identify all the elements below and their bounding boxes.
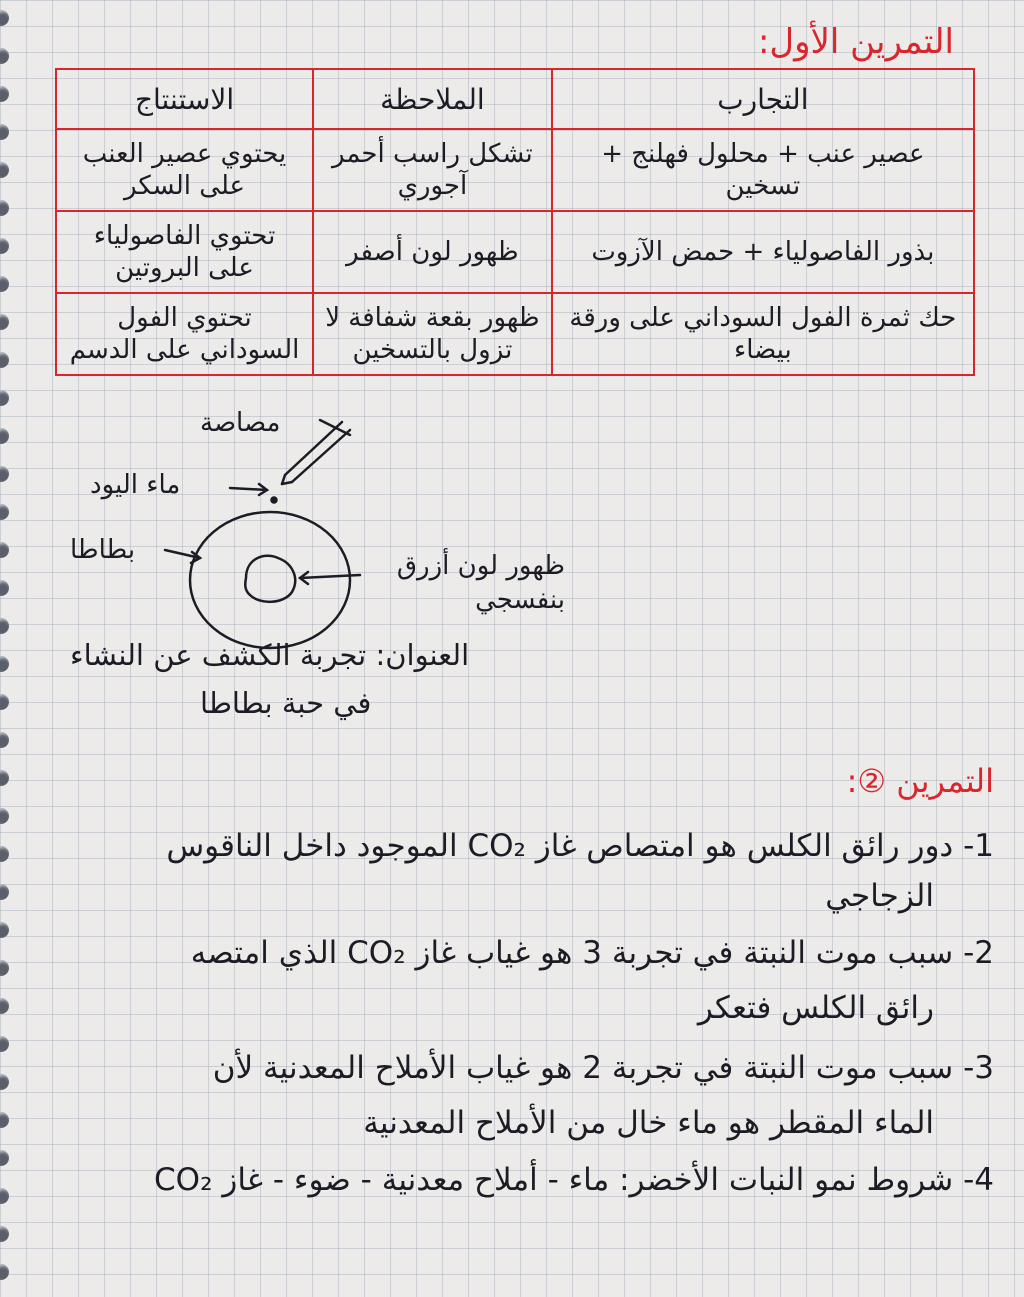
exercise2-title: التمرين ②: <box>846 762 994 800</box>
spiral-ring <box>0 808 9 824</box>
spiral-ring <box>0 1188 9 1204</box>
diagram-caption-line1: العنوان: تجربة الكشف عن النشاء <box>70 638 470 672</box>
notebook-spiral <box>0 0 14 1297</box>
header-conclusion: الاستنتاج <box>56 69 313 129</box>
stain-outline <box>245 556 295 602</box>
table-header-row <box>56 69 974 129</box>
table-row <box>56 293 974 375</box>
spiral-ring <box>0 466 9 482</box>
starch-test-diagram <box>60 400 580 730</box>
spiral-ring <box>0 1036 9 1052</box>
spiral-ring <box>0 922 9 938</box>
answer-line: 2- سبب موت النبتة في تجربة 3 هو غياب غاز CO₂ الذي امتصه <box>190 935 994 971</box>
spiral-ring <box>0 1112 9 1128</box>
cell-experiment: بذور الفاصولياء + حمض الآزوت <box>552 211 974 293</box>
header-experiments: التجارب <box>552 69 974 129</box>
spiral-ring <box>0 314 9 330</box>
pipette-label: مصاصة <box>200 408 281 438</box>
spiral-ring <box>0 504 9 520</box>
spiral-ring <box>0 86 9 102</box>
experiment-table <box>55 68 975 376</box>
potato-outline <box>190 512 350 648</box>
cell-experiment: حك ثمرة الفول السوداني على ورقة بيضاء <box>552 293 974 375</box>
table-row <box>56 211 974 293</box>
spiral-ring <box>0 200 9 216</box>
spiral-ring <box>0 542 9 558</box>
spiral-ring <box>0 162 9 178</box>
exercise1-title: التمرين الأول: <box>757 22 954 62</box>
spiral-ring <box>0 390 9 406</box>
potato-label: بطاطا <box>70 535 136 565</box>
diagram-caption-line2: في حبة بطاطا <box>200 686 372 720</box>
spiral-ring <box>0 656 9 672</box>
header-observation: الملاحظة <box>313 69 552 129</box>
table-row <box>56 129 974 211</box>
spiral-ring <box>0 846 9 862</box>
spiral-ring <box>0 580 9 596</box>
pipette-shape <box>285 422 342 475</box>
spiral-ring <box>0 960 9 976</box>
iodine-label: ماء اليود <box>90 470 181 500</box>
cell-conclusion: تحتوي الفول السوداني على الدسم <box>56 293 313 375</box>
spiral-ring <box>0 1074 9 1090</box>
spiral-ring <box>0 1264 9 1280</box>
cell-conclusion: تحتوي الفاصولياء على البروتين <box>56 211 313 293</box>
answer-line: 1- دور رائق الكلس هو امتصاص غاز CO₂ الموجود داخل الناقوس <box>166 828 994 864</box>
spiral-ring <box>0 618 9 634</box>
spiral-ring <box>0 238 9 254</box>
cell-observation: ظهور بقعة شفافة لا تزول بالتسخين <box>313 293 552 375</box>
spiral-ring <box>0 352 9 368</box>
spiral-ring <box>0 276 9 292</box>
cell-observation: ظهور لون أصفر <box>313 211 552 293</box>
spiral-ring <box>0 732 9 748</box>
spiral-ring <box>0 694 9 710</box>
answer-line: 3- سبب موت النبتة في تجربة 2 هو غياب الأملاح المعدنية لأن <box>212 1050 994 1086</box>
answer-line: رائق الكلس فتعكر <box>697 990 934 1026</box>
spiral-ring <box>0 48 9 64</box>
answer-line: الماء المقطر هو ماء خال من الأملاح المعدنية <box>363 1105 934 1141</box>
spiral-ring <box>0 428 9 444</box>
answer-line: الزجاجي <box>825 878 934 914</box>
spiral-ring <box>0 1150 9 1166</box>
spiral-ring <box>0 998 9 1014</box>
spiral-ring <box>0 124 9 140</box>
spiral-ring <box>0 10 9 26</box>
spiral-ring <box>0 770 9 786</box>
spiral-ring <box>0 1226 9 1242</box>
cell-observation: تشكل راسب أحمر آجوري <box>313 129 552 211</box>
cell-conclusion: يحتوي عصير العنب على السكر <box>56 129 313 211</box>
iodine-drop <box>272 498 277 503</box>
spiral-ring <box>0 884 9 900</box>
answer-line: 4- شروط نمو النبات الأخضر: ماء - أملاح معدنية - ضوء - غاز CO₂ <box>154 1162 994 1198</box>
result-label: ظهور لون أزرق بنفسجي <box>396 551 565 615</box>
cell-experiment: عصير عنب + محلول فهلنج + تسخين <box>552 129 974 211</box>
